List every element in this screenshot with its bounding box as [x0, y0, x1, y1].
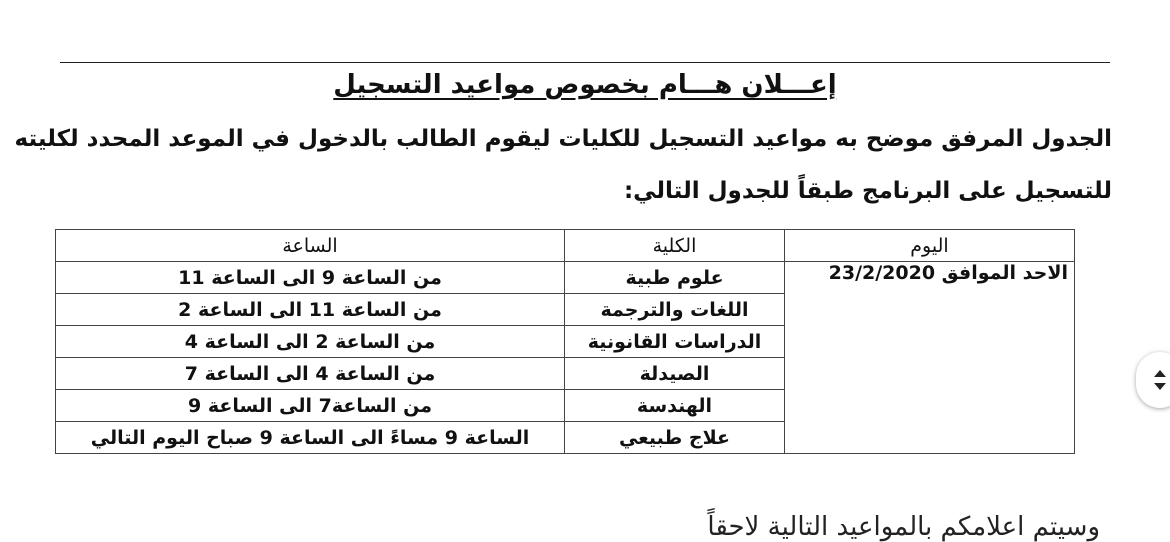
- time-cell: من الساعة 4 الى الساعة 7: [56, 358, 565, 390]
- college-cell: الهندسة: [565, 390, 785, 422]
- college-cell: الدراسات القانونية: [565, 326, 785, 358]
- announcement-title: إعـــلان هـــام بخصوص مواعيد التسجيل: [333, 70, 837, 100]
- time-cell: من الساعة7 الى الساعة 9: [56, 390, 565, 422]
- college-cell: علاج طبيعي: [565, 422, 785, 454]
- registration-schedule-table: [55, 229, 1075, 454]
- table-row: [56, 262, 1075, 294]
- header-time: الساعة: [56, 230, 565, 262]
- footer-note: وسيتم اعلامكم بالمواعيد التالية لاحقاً: [707, 512, 1100, 542]
- table-header-row: [56, 230, 1075, 262]
- college-cell: الصيدلة: [565, 358, 785, 390]
- intro-line-1: الجدول المرفق موضح به مواعيد التسجيل للكليات ليقوم الطالب بالدخول في الموعد المحدد لكليته: [14, 126, 1112, 152]
- top-divider: [60, 62, 1110, 63]
- up-down-arrows-icon: [1153, 368, 1167, 392]
- header-day: اليوم: [785, 230, 1075, 262]
- time-cell: من الساعة 2 الى الساعة 4: [56, 326, 565, 358]
- college-cell: علوم طبية: [565, 262, 785, 294]
- time-cell: من الساعة 11 الى الساعة 2: [56, 294, 565, 326]
- college-cell: اللغات والترجمة: [565, 294, 785, 326]
- day-cell: الاحد الموافق 23/2/2020: [785, 262, 1075, 454]
- scroll-handle[interactable]: [1136, 352, 1170, 408]
- time-cell: من الساعة 9 الى الساعة 11: [56, 262, 565, 294]
- header-college: الكلية: [565, 230, 785, 262]
- time-cell: الساعة 9 مساءً الى الساعة 9 صباح اليوم التالي: [56, 422, 565, 454]
- intro-line-2: للتسجيل على البرنامج طبقاً للجدول التالي:: [623, 178, 1112, 204]
